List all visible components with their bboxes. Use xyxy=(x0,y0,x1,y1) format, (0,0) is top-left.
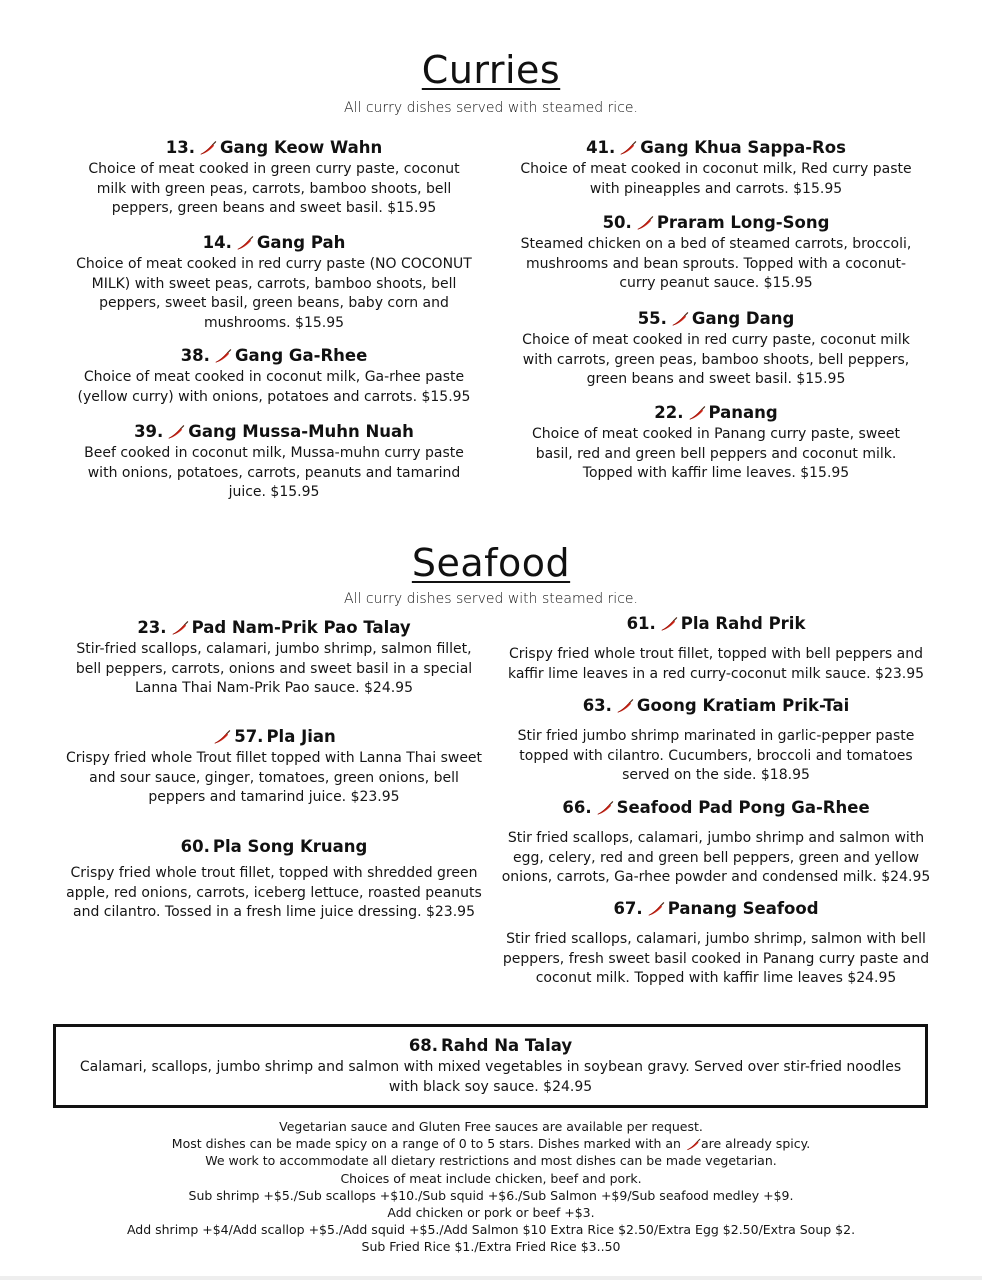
menu-item xyxy=(58,836,490,923)
item-name: Gang Khua Sappa-Ros xyxy=(640,138,846,157)
item-number: 39. xyxy=(134,422,164,441)
chili-pepper-icon xyxy=(595,800,614,816)
item-number: 67. xyxy=(613,899,643,918)
item-number: 22. xyxy=(654,403,684,422)
menu-item-title xyxy=(496,308,936,330)
item-number: 68. xyxy=(408,1036,439,1055)
menu-item xyxy=(496,695,936,786)
page-bottom-edge xyxy=(0,1276,982,1280)
menu-item-title xyxy=(496,212,936,234)
item-number: 14. xyxy=(202,233,232,252)
item-name: Praram Long-Song xyxy=(656,213,830,232)
item-name: Panang Seafood xyxy=(667,899,819,918)
featured-item-title xyxy=(56,1035,925,1057)
menu-item xyxy=(58,421,490,503)
seafood-subtitle: All curry dishes served with steamed rice. xyxy=(344,591,638,607)
menu-item-title xyxy=(58,617,490,639)
item-description: Stir-fried scallops, calamari, jumbo shrimp, salmon fillet, bell peppers, carrots, onions and sweet basil in a special Lanna Thai Nam-Prik Pao sauce. $24.95 xyxy=(75,641,473,696)
item-name: Pla Song Kruang xyxy=(212,837,368,856)
menu-item-title xyxy=(58,836,490,858)
item-name: Seafood Pad Pong Ga-Rhee xyxy=(616,798,870,817)
item-name: Gang Ga-Rhee xyxy=(234,346,368,365)
item-description: Stir fried scallops, calamari, jumbo shrimp and salmon with egg, celery, red and green bell peppers, green and yellow onions, carrots, Ga-rhee powder and condensed milk. $24.95 xyxy=(501,830,931,885)
item-name: Gang Dang xyxy=(691,309,795,328)
menu-item-title xyxy=(496,137,936,159)
item-name: Panang xyxy=(708,403,778,422)
footer-note: Add chicken or pork or beef +$3. xyxy=(387,1205,595,1221)
footer-note: Add shrimp +$4/Add scallop +$5./Add squid +$5./Add Salmon $10 Extra Rice $2.50/Extra Egg $2.50/Extra Soup $2. xyxy=(126,1222,856,1238)
chili-pepper-icon xyxy=(213,348,232,364)
item-description: Crispy fried whole trout fillet, topped with bell peppers and kaffir lime leaves in a red curry-coconut milk sauce. $23.95 xyxy=(507,646,925,682)
item-name: Pad Nam-Prik Pao Talay xyxy=(191,618,411,637)
chili-pepper-icon xyxy=(635,215,654,231)
menu-item xyxy=(496,402,936,484)
item-description: Beef cooked in coconut milk, Mussa-muhn curry paste with onions, potatoes, carrots, peanuts and tamarind juice. $15.95 xyxy=(84,445,464,500)
item-number: 66. xyxy=(562,798,592,817)
item-description: Choice of meat cooked in green curry paste, coconut milk with green peas, carrots, bamboo shoots, bell peppers, green beans and sweet basil. $15.95 xyxy=(88,161,460,216)
item-name: Pla Jian xyxy=(266,727,336,746)
item-name: Gang Keow Wahn xyxy=(220,138,383,157)
footer-note: Vegetarian sauce and Gluten Free sauces are available per request. xyxy=(279,1119,703,1134)
item-name: Gang Pah xyxy=(256,233,346,252)
item-description: Choice of meat cooked in Panang curry paste, sweet basil, red and green bell peppers and coconut milk. Topped with kaffir lime leaves. $15.95 xyxy=(531,426,901,481)
item-description: Choice of meat cooked in coconut milk, Red curry paste with pineapples and carrots. $15.95 xyxy=(520,161,912,197)
item-description: Stir fried scallops, calamari, jumbo shrimp, salmon with bell peppers, fresh sweet basil cooked in Panang curry paste and coconut milk. Topped with kaffir lime leaves $24.95 xyxy=(502,931,930,986)
menu-item xyxy=(496,308,936,390)
item-number: 50. xyxy=(602,213,632,232)
menu-item-title xyxy=(58,137,490,159)
menu-item-title xyxy=(496,898,936,920)
item-description: Crispy fried whole Trout fillet topped with Lanna Thai sweet and sour sauce, ginger, tomatoes, green onions, bell peppers and tamarind juice. $23.95 xyxy=(65,750,483,805)
menu-item-title xyxy=(496,695,936,717)
seafood-heading: Seafood xyxy=(411,541,571,585)
menu-item-title xyxy=(496,402,936,424)
footer-note: We work to accommodate all dietary restrictions and most dishes can be made vegetarian. xyxy=(205,1153,777,1169)
item-name: Rahd Na Talay xyxy=(441,1036,573,1055)
menu-item-title xyxy=(496,797,936,819)
menu-item xyxy=(496,797,936,888)
item-description: Calamari, scallops, jumbo shrimp and salmon with mixed vegetables in soybean gravy. Served over stir-fried noodles with black soy sauce. $24.95 xyxy=(79,1059,902,1095)
menu-item xyxy=(496,898,936,989)
item-name: Goong Kratiam Prik-Tai xyxy=(636,696,850,715)
menu-item xyxy=(58,137,490,219)
item-description: Choice of meat cooked in coconut milk, Ga-rhee paste (yellow curry) with onions, potatoes and carrots. $15.95 xyxy=(77,369,471,405)
item-number: 57. xyxy=(234,727,264,746)
curries-subtitle: All curry dishes served with steamed rice. xyxy=(344,100,638,116)
item-description: Steamed chicken on a bed of steamed carrots, broccoli, mushrooms and bean sprouts. Topped with a coconut-curry peanut sauce. $15.95 xyxy=(520,236,912,291)
menu-item xyxy=(496,212,936,294)
footer-note: Sub Fried Rice $1./Extra Fried Rice $3..50 xyxy=(361,1239,621,1255)
item-description: Choice of meat cooked in red curry paste, coconut milk with carrots, green peas, bamboo shoots, bell peppers, green beans and sweet basil. $15.95 xyxy=(522,332,910,387)
item-description: Stir fried jumbo shrimp marinated in garlic-pepper paste topped with cilantro. Cucumbers, broccoli and tomatoes served on the side. $18.95 xyxy=(517,728,915,783)
menu-item xyxy=(58,345,490,407)
chili-pepper-icon xyxy=(235,235,254,251)
item-description: Choice of meat cooked in red curry paste (NO COCONUT MILK) with sweet peas, carrots, bamboo shoots, bell peppers, sweet basil, green beans, baby corn and mushrooms. $15.95 xyxy=(76,256,472,331)
item-number: 41. xyxy=(586,138,616,157)
chili-pepper-icon xyxy=(212,729,231,745)
item-number: 63. xyxy=(582,696,612,715)
menu-item xyxy=(58,617,490,699)
footer-note: Sub shrimp +$5./Sub scallops +$10./Sub squid +$6./Sub Salmon +$9/Sub seafood medley +$9. xyxy=(188,1187,794,1203)
curries-heading: Curries xyxy=(421,48,561,92)
item-name: Pla Rahd Prik xyxy=(680,614,806,633)
featured-item-box xyxy=(53,1024,928,1108)
menu-item xyxy=(496,137,936,199)
menu-item-title xyxy=(58,345,490,367)
menu-item xyxy=(58,726,490,808)
chili-pepper-icon xyxy=(685,1138,701,1151)
menu-item-title xyxy=(496,613,936,635)
menu-item-title xyxy=(58,421,490,443)
menu-item xyxy=(58,232,490,333)
item-number: 60. xyxy=(180,837,210,856)
menu-item-title xyxy=(58,726,490,748)
chili-pepper-icon xyxy=(166,424,185,440)
chili-pepper-icon xyxy=(646,901,665,917)
footer-note: Choices of meat include chicken, beef and pork. xyxy=(340,1170,642,1186)
item-number: 55. xyxy=(637,309,667,328)
item-name: Gang Mussa-Muhn Nuah xyxy=(188,422,414,441)
item-number: 61. xyxy=(626,614,656,633)
item-number: 13. xyxy=(165,138,195,157)
chili-pepper-icon xyxy=(615,698,634,714)
footer-note-spicy: Most dishes can be made spicy on a range of 0 to 5 stars. Dishes marked with an are already spicy. xyxy=(171,1136,811,1152)
chili-pepper-icon xyxy=(687,405,706,421)
item-description: Crispy fried whole trout fillet, topped with shredded green apple, red onions, carrots, iceberg lettuce, roasted peanuts and cilantro. Tossed in a fresh lime juice dressing. $23.95 xyxy=(66,865,482,920)
menu-item xyxy=(496,613,936,684)
item-number: 23. xyxy=(137,618,167,637)
chili-pepper-icon xyxy=(659,616,678,632)
chili-pepper-icon xyxy=(198,140,217,156)
chili-pepper-icon xyxy=(170,620,189,636)
item-number: 38. xyxy=(180,346,210,365)
chili-pepper-icon xyxy=(670,311,689,327)
menu-item-title xyxy=(58,232,490,254)
menu-footer-notes xyxy=(0,1118,982,1256)
chili-pepper-icon xyxy=(618,140,637,156)
